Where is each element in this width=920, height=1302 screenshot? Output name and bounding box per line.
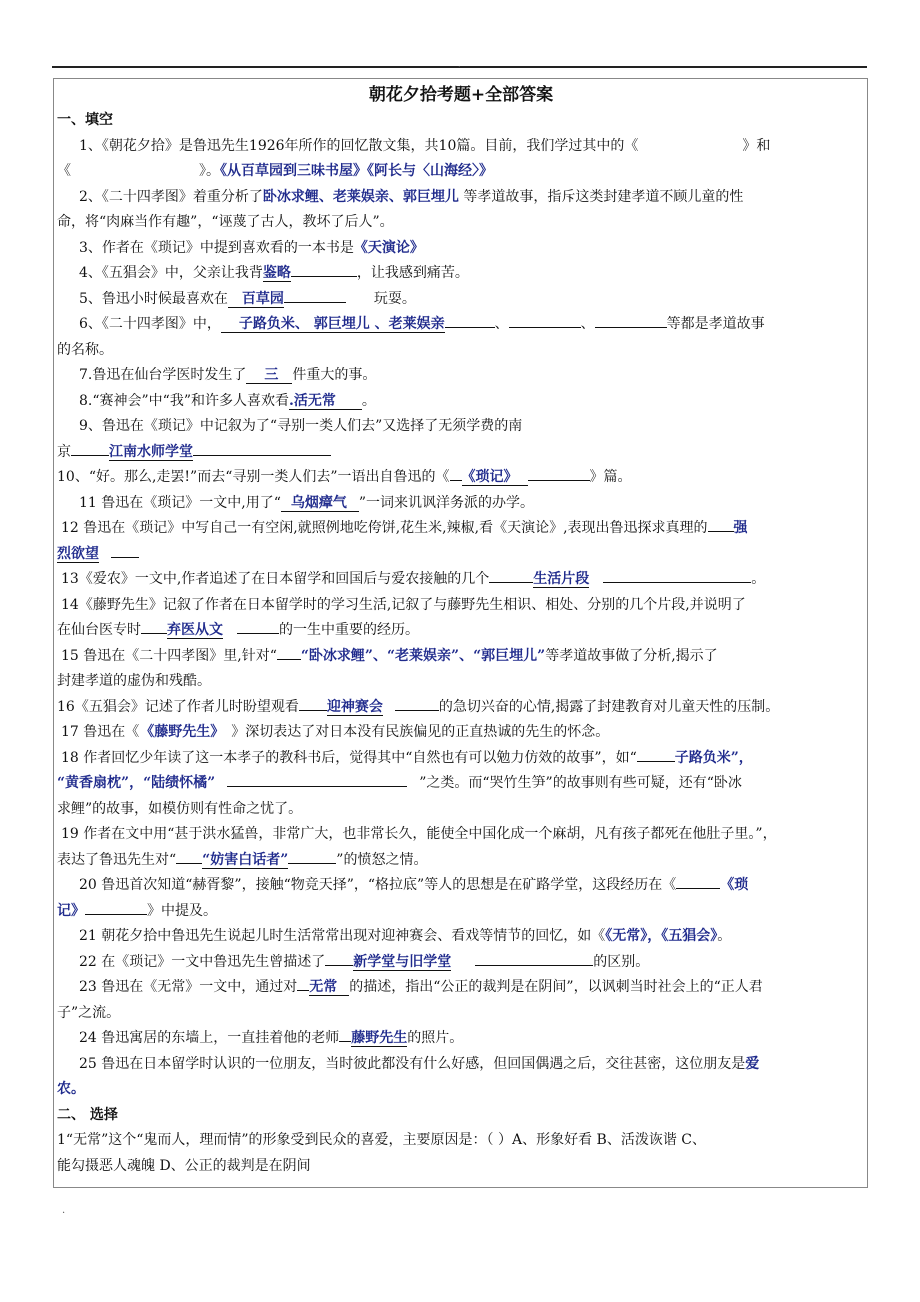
answer-20: 《琐 — [720, 877, 749, 893]
answer-3: 《天演论》 — [353, 239, 424, 256]
question-10: 10、“好。那么,走罢!”而去“寻别一类人们去”一语出自鲁迅的《 《琐记》 》篇。 — [57, 465, 865, 491]
answer-6: 子路负米、 郭巨埋儿 、老莱娱亲 — [221, 316, 445, 333]
choice-question-1: 1“无常”这个“鬼而人，理而情”的形象受到民众的喜爱，主要原因是：（ ）A、形象好看 B、活泼诙谐 C、 — [57, 1132, 706, 1148]
question-17: 17 鲁迅在《 《藤野先生》 》深切表达了对日本没有民族偏见的正直热诚的先生的怀念。 — [61, 724, 610, 740]
answer-18: 子路负米”， — [674, 749, 753, 766]
page-title: 朝花夕拾考题+全部答案 — [368, 85, 554, 105]
answer-1: 《从百草园到三味书屋》《阿长与〈山海经〉》 — [220, 163, 493, 179]
answer-17: 《藤野先生》 — [147, 724, 218, 740]
question-25-cont: 农。 — [57, 1081, 85, 1097]
footer-dot: . — [62, 1205, 66, 1216]
question-9: 9、鲁迅在《琐记》中记叙为了“寻别一类人们去”又选择了无须学费的南 — [79, 418, 523, 434]
answer-11: 乌烟瘴气 — [281, 495, 359, 512]
answer-10: 《琐记》 — [462, 469, 528, 486]
question-25: 25 鲁迅在日本留学时认识的一位朋友，当时彼此都没有什么好感，但回国偶遇之后，交往甚密，这位朋友是爱 — [79, 1055, 760, 1072]
answer-24: 藤野先生 — [351, 1030, 408, 1046]
question-1: 1、《朝花夕拾》是鲁迅先生1926年所作的回忆散文集，共10篇。目前，我们学过其中的《 》和 — [79, 137, 771, 154]
question-16: 16《五猖会》记述了作者儿时盼望观看 迎神赛会 的急切兴奋的心情,揭露了封建教育对儿童天性的压制。 — [57, 695, 865, 721]
question-1-cont: 《 》。《从百草园到三味书屋》《阿长与〈山海经〉》 — [57, 163, 493, 179]
question-12: 12 鲁迅在《琐记》中写自己一有空闲,就照例地吃侉饼,花生米,辣椒,看《天演论》,表现出鲁迅探求真理的 强 — [57, 516, 865, 542]
answer-2: 卧冰求鲤、老莱娱亲、郭巨埋儿 — [262, 188, 459, 205]
question-2-cont: 命，将“肉麻当作有趣”，“诬蔑了古人，教坏了后人”。 — [57, 214, 394, 230]
question-8: 8.“赛神会”中“我”和许多人喜欢看.活无常 。 — [79, 392, 376, 409]
question-20-cont: 记》 》中提及。 — [57, 899, 865, 925]
question-23: 23 鲁迅在《无常》一文中，通过对 无常 的描述，指出“公正的裁判是在阴间”，以讽刺当时社会上的“正人君 — [57, 975, 865, 1001]
answer-16: 迎神赛会 — [326, 698, 383, 715]
answer-4: 鉴略 — [262, 265, 291, 281]
answer-9: 江南水师学堂 — [109, 443, 193, 460]
question-4: 4、《五猖会》中，父亲让我背鉴略 ，让我感到痛苦。 — [57, 261, 865, 287]
question-11: 11 鲁迅在《琐记》一文中,用了“ 乌烟瘴气 ”一词来讥讽洋务派的办学。 — [79, 494, 535, 511]
question-13: 13《爱农》一文中,作者追述了在日本留学和回国后与爱农接触的几个 生活片段 。 — [57, 567, 865, 593]
question-18-cont2: 求鲤”的故事，如模仿则有性命之忧了。 — [57, 800, 303, 817]
question-7: 7.鲁迅在仙台学医时发生了 三 件重大的事。 — [79, 367, 377, 383]
answer-12: 强 — [733, 520, 748, 536]
document-content — [57, 80, 865, 1179]
answer-22: 新学堂与旧学堂 — [353, 953, 452, 970]
section-heading-fill: 一、填空 — [57, 112, 113, 128]
question-12-cont: 烈欲望 — [57, 542, 865, 568]
question-21: 21 朝花夕拾中鲁迅先生说起儿时生活常常出现对迎神赛会、看戏等情节的回忆，如《《无常》，《五猖会》。 — [79, 928, 732, 944]
question-6-cont: 的名称。 — [57, 341, 113, 358]
question-19: 19 作者在文中用“甚于洪水猛兽，非常广大，也非常长久，能使全中国化成一个麻胡，凡有孩子都死在他肚子里。”， — [61, 826, 777, 842]
answer-14: 弃医从文 — [167, 622, 223, 638]
answer-25: 爱 — [745, 1055, 760, 1072]
answer-23: 无常 — [309, 979, 349, 996]
section-heading-choice: 二、 选择 — [57, 1106, 118, 1123]
question-14: 14《藤野先生》记叙了作者在日本留学时的学习生活,记叙了与藤野先生相识、相处、分别的几个片段,并说明了 — [61, 596, 746, 613]
question-22: 22 在《琐记》一文中鲁迅先生曾描述了 新学堂与旧学堂 的区别。 — [57, 950, 865, 976]
answer-21: 《无常》，《五猖会》 — [605, 928, 718, 944]
answer-7: 三 — [246, 367, 292, 384]
answer-13: 生活片段 — [533, 571, 590, 587]
question-14-cont: 在仙台医专时 弃医从文 的一生中重要的经历。 — [57, 618, 865, 644]
question-24: 24 鲁迅寓居的东墙上，一直挂着他的老师 藤野先生的照片。 — [57, 1026, 865, 1052]
question-20: 20 鲁迅首次知道“赫胥黎”，接触“物竞天择”，“格拉底”等人的思想是在矿路学堂，这段经历在《 《琐 — [57, 873, 865, 899]
question-2: 2、《二十四孝图》着重分析了卧冰求鲤、老莱娱亲、郭巨埋儿 等孝道故事，指斥这类封建孝道不顾儿童的性 — [79, 188, 744, 205]
frame-bottom-rule — [53, 1187, 867, 1188]
question-5: 5、鲁迅小时候最喜欢在 百草园 玩耍。 — [57, 287, 865, 313]
question-6: 6、《二十四孝图》中， 子路负米、 郭巨埋儿 、老莱娱亲 、 、 等都是孝道故事 — [57, 312, 865, 338]
question-9-cont: 京 江南水师学堂 — [57, 440, 865, 466]
question-18-cont: “黄香扇枕”，“陆绩怀橘” ”之类。而“哭竹生笋”的故事则有些可疑，还有“卧冰 — [57, 771, 865, 797]
choice-question-1-cont: 能勾摄恶人魂魄 D、公正的裁判是在阴间 — [57, 1157, 311, 1174]
question-23-cont: 子”之流。 — [57, 1004, 121, 1021]
answer-8: .活无常 — [289, 393, 362, 410]
question-19-cont: 表达了鲁迅先生对“ “妨害白话者” ”的愤怒之情。 — [57, 848, 865, 874]
question-3: 3、作者在《琐记》中提到喜欢看的一本书是《天演论》 — [79, 239, 424, 256]
answer-5: 百草园 — [228, 291, 284, 308]
question-15-cont: 封建孝道的虚伪和残酷。 — [57, 673, 211, 689]
answer-19: “妨害白话者” — [202, 851, 289, 868]
question-15: 15 鲁迅在《二十四孝图》里,针对“ “卧冰求鲤”、“老莱娱亲”、“郭巨埋儿”等孝道故事做了分析,揭示了 — [57, 644, 865, 670]
question-18: 18 作者回忆少年读了这一本孝子的教科书后，觉得其中“自然也有可以勉力仿效的故事”，如“ 子路负米”， — [57, 746, 865, 772]
answer-15: “卧冰求鲤”、“老莱娱亲”、“郭巨埋儿” — [300, 647, 546, 664]
top-dot: . — [458, 60, 461, 69]
